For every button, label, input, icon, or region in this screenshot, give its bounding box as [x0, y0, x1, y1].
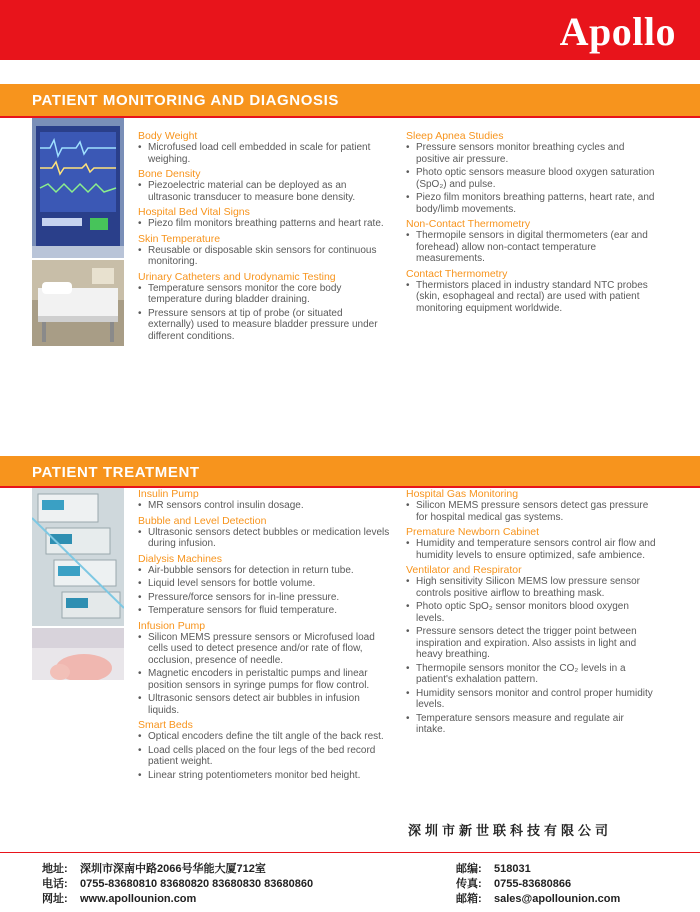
- topic-heading: Body Weight: [138, 130, 198, 142]
- topic-item: • Piezoelectric material can be deployed as an ultrasonic transducer to measure bone density.: [138, 180, 390, 203]
- topic-item: • Liquid level sensors for bottle volume.: [138, 578, 390, 590]
- topic-item: • Microfused load cell embedded in scale for patient weighing.: [138, 142, 390, 165]
- phone-value: 0755-83680810 83680820 83680830 83680860: [80, 878, 314, 890]
- footer-contact-left: [42, 862, 422, 907]
- section-title-monitoring: PATIENT MONITORING AND DIAGNOSIS: [32, 92, 339, 109]
- topic-item: • Humidity sensors monitor and control proper humidity levels.: [406, 688, 656, 711]
- infusion-pumps-photo: [32, 488, 124, 626]
- topic-item: • Temperature sensors measure and regulate air intake.: [406, 713, 656, 736]
- treatment-left-column: [138, 488, 390, 783]
- topic-item: • Optical encoders define the tilt angle of the back rest.: [138, 731, 390, 743]
- zip-value: 518031: [494, 863, 531, 875]
- footer-contact-right: [456, 862, 686, 907]
- section-title-treatment: PATIENT TREATMENT: [32, 464, 200, 481]
- topic-item: • Silicon MEMS pressure sensors detect gas pressure for hospital medical gas systems.: [406, 500, 656, 523]
- zip-label: 邮编:: [456, 863, 482, 875]
- company-name: 深圳市新世联科技有限公司: [407, 823, 612, 838]
- topic-heading: Contact Thermometry: [406, 267, 508, 280]
- address-label: 地址:: [42, 863, 68, 875]
- hospital-bed-photo: [32, 260, 124, 346]
- patient-monitor-photo: [32, 118, 124, 258]
- topic-heading: Insulin Pump: [138, 488, 199, 500]
- topic-heading: Smart Beds: [138, 719, 193, 731]
- section-bar-monitoring: [0, 84, 700, 116]
- topic-heading: Sleep Apnea Studies: [406, 130, 504, 142]
- monitoring-right-column: [406, 130, 660, 316]
- header-bar: [0, 0, 700, 60]
- topic-heading: Bone Density: [138, 168, 201, 180]
- topic-item: • Piezo film monitors breathing patterns, heart rate, and body/limb movements.: [406, 192, 660, 215]
- email-label: 邮箱:: [456, 893, 482, 905]
- footer-fax-row: [456, 877, 686, 892]
- footer-phone-row: [42, 877, 422, 892]
- topic-item: • High sensitivity Silicon MEMS low pressure sensor controls positive airflow to breathing mask.: [406, 576, 656, 599]
- topic-item: • Ultrasonic sensors detect air bubbles in infusion liquids.: [138, 693, 390, 716]
- address-value: 深圳市深南中路2066号华能大厦712室: [80, 863, 266, 875]
- topic-heading: Infusion Pump: [138, 619, 206, 632]
- newborn-photo: [32, 628, 124, 690]
- topic-item: • Thermistors placed in industry standard NTC probes (skin, esophageal and rectal) are used with patient monitoring equipment worldwide.: [406, 280, 660, 315]
- apollo-logo: Apollo: [559, 9, 676, 54]
- footer-email-row: [456, 892, 686, 907]
- treatment-right-column: [406, 488, 656, 738]
- topic-heading: Ventilator and Respirator: [406, 564, 522, 576]
- fax-label: 传真:: [456, 878, 482, 890]
- topic-heading: Bubble and Level Detection: [138, 514, 267, 527]
- topic-item: • Air-bubble sensors for detection in return tube.: [138, 565, 390, 577]
- topic-item: • Ultrasonic sensors detect bubbles or medication levels during infusion.: [138, 527, 390, 550]
- footer-web-row: [42, 892, 422, 907]
- footer-divider: [0, 852, 700, 853]
- topic-item: • Pressure sensors monitor breathing cycles and positive air pressure.: [406, 142, 660, 165]
- footer-address-row: [42, 862, 422, 877]
- topic-item: • Thermopile sensors in digital thermometers (ear and forehead) allow non-contact temperature measurements.: [406, 230, 660, 265]
- topic-item: • Reusable or disposable skin sensors for continuous monitoring.: [138, 245, 390, 268]
- email-link[interactable]: sales@apollounion.com: [494, 893, 621, 905]
- topic-item: • Pressure/force sensors for in-line pressure.: [138, 592, 390, 604]
- topic-item: • Load cells placed on the four legs of the bed record patient weight.: [138, 745, 390, 768]
- topic-item: • Photo optic sensors measure blood oxygen saturation (SpO₂) and pulse.: [406, 167, 660, 190]
- topic-item: • Humidity and temperature sensors control air flow and humidity levels to ensure optimized, safe ambience.: [406, 538, 656, 561]
- topic-heading: Hospital Gas Monitoring: [406, 488, 519, 500]
- fax-value: 0755-83680866: [494, 878, 572, 890]
- footer-zip-row: [456, 862, 686, 877]
- topic-item: • Linear string potentiometers monitor bed height.: [138, 770, 390, 782]
- topic-item: • Piezo film monitors breathing patterns and heart rate.: [138, 218, 390, 230]
- topic-heading: Premature Newborn Cabinet: [406, 526, 540, 538]
- web-link[interactable]: www.apollounion.com: [80, 893, 197, 905]
- topic-item: • Thermopile sensors monitor the CO₂ levels in a patient's exhalation pattern.: [406, 663, 656, 686]
- topic-item: • Temperature sensors monitor the core body temperature during bladder draining.: [138, 283, 390, 306]
- topic-heading: Dialysis Machines: [138, 552, 223, 565]
- topic-item: • Pressure sensors at tip of probe (or situated externally) used to measure bladder pressure under different conditions.: [138, 308, 390, 343]
- topic-heading: Urinary Catheters and Urodynamic Testing: [138, 270, 336, 283]
- section-bar-treatment: [0, 456, 700, 488]
- header-gap: [0, 60, 700, 84]
- topic-item: • Photo optic SpO₂ sensor monitors blood oxygen levels.: [406, 601, 656, 624]
- topic-item: • MR sensors control insulin dosage.: [138, 500, 390, 512]
- topic-heading: Hospital Bed Vital Signs: [138, 206, 250, 218]
- web-label: 网址:: [42, 893, 68, 905]
- topic-item: • Magnetic encoders in peristaltic pumps and linear position sensors in syringe pumps for flow control.: [138, 668, 390, 691]
- topic-item: • Temperature sensors for fluid temperature.: [138, 605, 390, 617]
- phone-label: 电话:: [42, 878, 68, 890]
- topic-heading: Non-Contact Thermometry: [406, 218, 531, 230]
- topic-heading: Skin Temperature: [138, 232, 221, 245]
- topic-item: • Pressure sensors detect the trigger point between inspiration and expiration. Also assists in light and heavy breathing.: [406, 626, 656, 661]
- monitoring-left-column: [138, 130, 390, 344]
- topic-item: • Silicon MEMS pressure sensors or Microfused load cells used to detect presence and/or rate of flow, occlusion, presence of needle.: [138, 632, 390, 667]
